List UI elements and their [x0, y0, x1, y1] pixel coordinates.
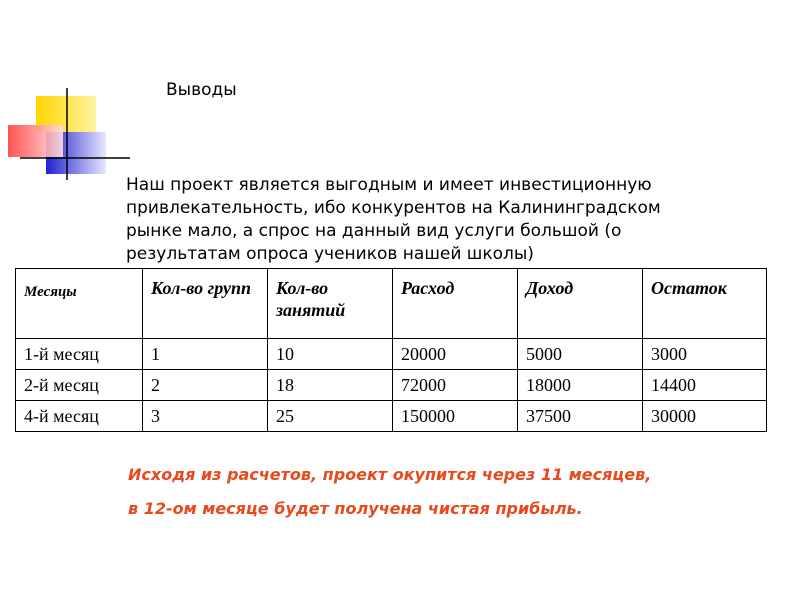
column-header-lessons: Кол-во занятий: [268, 269, 393, 339]
column-header-income: Доход: [518, 269, 643, 339]
table-cell: 18000: [518, 370, 643, 401]
table-row: [16, 339, 767, 370]
table-cell: 25: [268, 401, 393, 432]
slide-decoration: [0, 0, 130, 190]
finance-table: [15, 268, 767, 432]
table-cell: 30000: [643, 401, 767, 432]
table-cell: 2: [143, 370, 268, 401]
table-cell: 18: [268, 370, 393, 401]
table-header-row: [16, 269, 767, 339]
column-header-groups: Кол-во групп: [143, 269, 268, 339]
table-cell: 150000: [393, 401, 518, 432]
slide-title: Выводы: [166, 80, 237, 100]
table-cell: 5000: [518, 339, 643, 370]
table-cell: 10: [268, 339, 393, 370]
column-header-months: Месяцы: [16, 269, 143, 339]
table-cell: 20000: [393, 339, 518, 370]
table-row: [16, 370, 767, 401]
table-cell: 37500: [518, 401, 643, 432]
deco-red-square: [8, 125, 63, 157]
column-header-expense: Расход: [393, 269, 518, 339]
table-cell: 1-й месяц: [16, 339, 143, 370]
table-cell: 2-й месяц: [16, 370, 143, 401]
slide-body-text: Наш проект является выгодным и имеет инвестиционную привлекательность, ибо конкурентов на Калининградском рынке мало, а спрос на данный вид услуги большой (о результатам опроса учеников нашей школы): [126, 175, 661, 264]
table-row: [16, 401, 767, 432]
table-cell: 3000: [643, 339, 767, 370]
table-cell: 1: [143, 339, 268, 370]
table-cell: 72000: [393, 370, 518, 401]
conclusion-text: [128, 458, 651, 526]
column-header-remainder: Остаток: [643, 269, 767, 339]
table-cell: 14400: [643, 370, 767, 401]
table-cell: 4-й месяц: [16, 401, 143, 432]
conclusion-line-1: Исходя из расчетов, проект окупится через 11 месяцев,: [128, 465, 652, 484]
table-cell: 3: [143, 401, 268, 432]
conclusion-line-2: в 12-ом месяце будет получена чистая прибыль.: [128, 499, 583, 518]
